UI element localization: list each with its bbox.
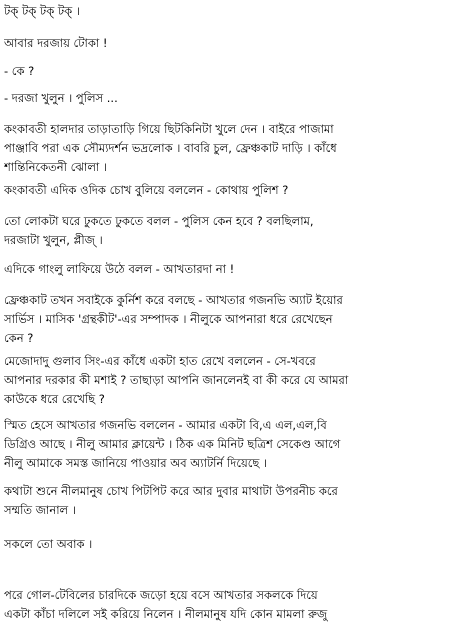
paragraph-where-police [4,181,452,200]
text-line: কথাটা শুনে নীলমানুষ চোখ পিটপিট করে আর দুবার মাথাটা উপরনীচ করে [4,484,338,498]
text-line: নীলু আমাকে সমস্ত জানিয়ে পাওয়ার অব অ্যাটর্নি দিয়েছে । [4,456,268,470]
text-line: মেজোদাদু গুলাব সিং-এর কাঁধে একটা হাত রেখে বললেন - সে-খবরে [4,354,316,368]
paragraph-who [4,62,452,81]
text-line: ফ্রেঞ্চকাট তখন সবাইকে কুর্নিশ করে বলছে - আখতার গজনভি অ্যাট ইয়োর [4,293,343,307]
text-line: - কে ? [4,64,35,78]
paragraph-amazed [4,535,452,554]
paragraph-akhtar-degree [4,416,452,473]
text-line: আবার দরজায় টোকা ! [4,36,108,50]
text-line: স্মিত হেসে আখতার গজনভি বললেন - আমার একটা বি,এ এল,এল,বি [4,418,327,432]
paragraph-why-police [4,212,452,250]
text-line: একটা কাঁচা দলিলে সই করিয়ে নিলেন । নীলমানুষ যদি কোন মামলা রুজু [4,607,328,621]
text-line: তো লোকটা ঘরে ঢুকতে ঢুকতে বলল - পুলিস কেন হবে ? বলছিলাম, [4,214,314,228]
paragraph-ganglu [4,260,452,279]
paragraph-nilmanush-nod [4,482,452,520]
text-line: কাউকে ধরে রেখেছি ? [4,392,105,406]
text-line: পরে গোল-টেবিলের চারদিকে জড়ো হয়ে বসে আখতার সকলকে দিয়ে [4,588,318,602]
paragraph-frenchcut [4,291,452,348]
text-line: পাঞ্জাবি পরা এক সৌম্যদর্শন ভদ্রলোক । বাবরি চুল, ফ্রেঞ্চকাট দাড়ি । কাঁধে [4,141,337,155]
text-line: এদিকে গাংলু লাফিয়ে উঠে বলল - আখতারদা না ! [4,262,235,276]
paragraph-knock [4,2,452,21]
paragraph-police [4,89,452,108]
text-line: সকলে তো অবাক । [4,537,93,551]
text-line: দরজাটা খুলুন, প্লীজ্‌ । [4,233,103,247]
paragraph-mejodadu [4,352,452,409]
text-line: আপনার দরকার কী মশাই ? তাছাড়া আপনি জানলেনই বা কী করে যে আমরা [4,373,349,387]
text-line: টক্‌ টক্‌ টক্‌ টক্‌ । [4,4,80,18]
paragraph-round-table [4,586,452,624]
text-line: সার্ভিস । মাসিক 'গ্রন্থকীট'-এর সম্পাদক । নীলুকে আপনারা ধরে রেখেছেন [4,312,333,326]
text-line: কংকাবতী এদিক ওদিক চোখ বুলিয়ে বললেন - কোথায় পুলিশ ? [4,183,289,197]
text-line: সম্মতি জানাল । [4,503,76,517]
paragraph-door-open [4,120,452,177]
text-line: ডিগ্রিও আছে । নীলু আমার ক্লায়েন্ট । ঠিক এক মিনিট ছত্রিশ সেকেণ্ড আগে [4,437,341,451]
text-line: কেন ? [4,331,34,345]
text-line: কংকাবতী হালদার তাড়াতাড়ি গিয়ে ছিটকিনিটা খুলে দেন । বাইরে পাজামা [4,122,334,136]
paragraph-knock-again [4,34,452,53]
text-line: শান্তিনিকেতনী ঝোলা । [4,160,107,174]
text-line: - দরজা খুলুন । পুলিস ... [4,91,118,105]
